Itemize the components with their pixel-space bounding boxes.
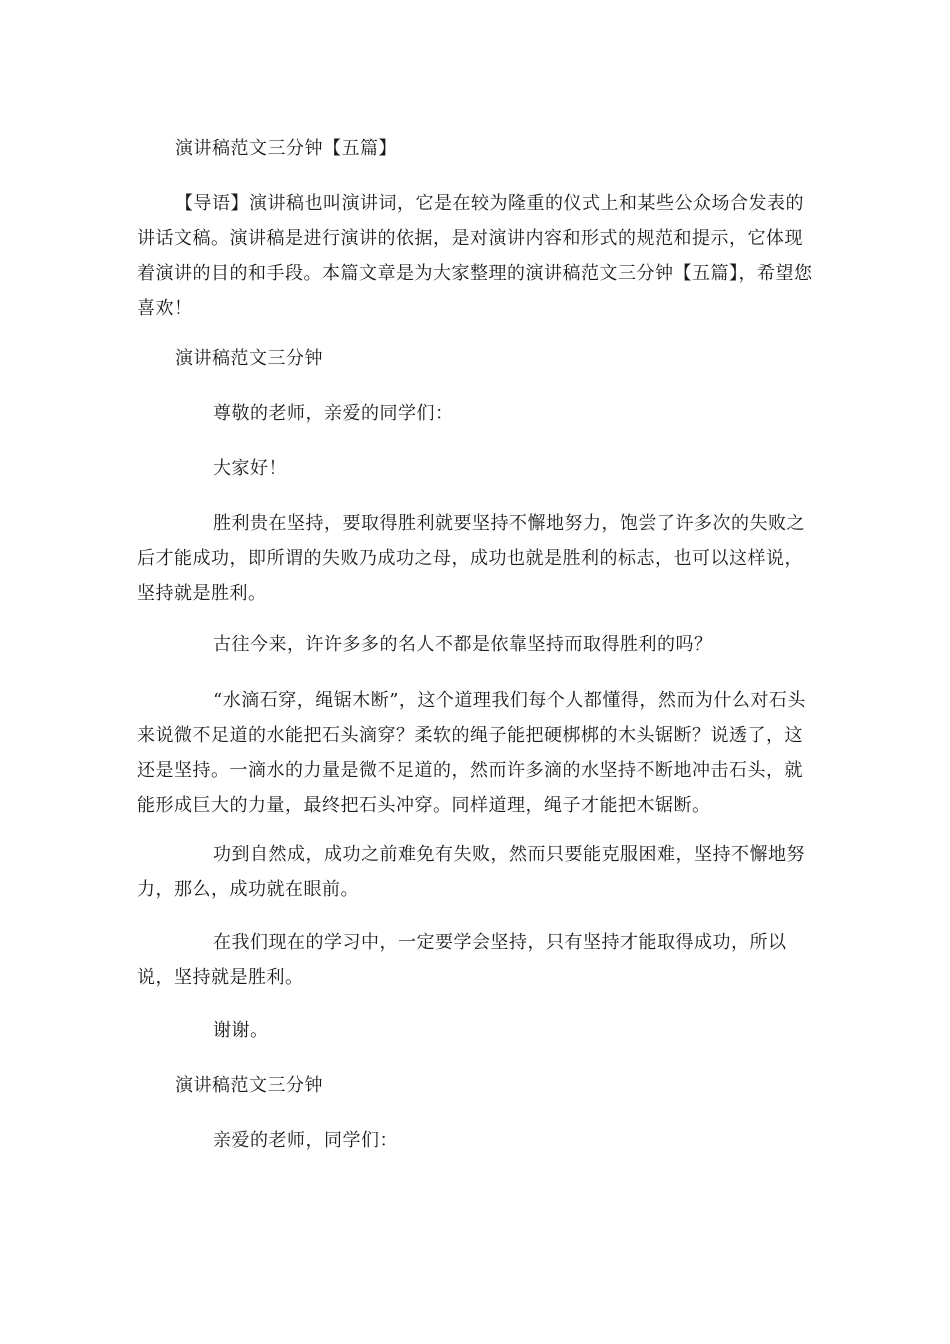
document-title: 演讲稿范文三分钟【五篇】 [175, 138, 397, 159]
section1-paragraph-3: “水滴石穿，绳锯木断”，这个道理我们每个人都懂得，然而为什么对石头来说微不足道的水能把石头滴穿？柔软的绳子能把硬梆梆的木头锯断？说透了，这还是坚持。一滴水的力量是微不足道的，然而许多滴的水坚持不断地冲击石头，就能形成巨大的力量，最终把石头冲穿。同样道理，绳子才能把木锯断。 [137, 690, 806, 816]
section1-paragraph-1: 胜利贵在坚持，要取得胜利就要坚持不懈地努力，饱尝了许多次的失败之后才能成功，即所谓的失败乃成功之母，成功也就是胜利的标志，也可以这样说，坚持就是胜利。 [137, 513, 805, 604]
section1-paragraph-4: 功到自然成，成功之前难免有失败，然而只要能克服困难，坚持不懈地努力，那么，成功就在眼前。 [137, 844, 805, 900]
section1-paragraph-5: 在我们现在的学习中，一定要学会坚持，只有坚持才能取得成功，所以说，坚持就是胜利。 [137, 932, 787, 988]
section1-salutation: 尊敬的老师，亲爱的同学们： [213, 403, 454, 424]
intro-paragraph: 【导语】演讲稿也叫演讲词，它是在较为隆重的仪式上和某些公众场合发表的讲话文稿。演讲稿是进行演讲的依据，是对演讲内容和形式的规范和提示，它体现着演讲的目的和手段。本篇文章是为大家整理的演讲稿范文三分钟【五篇】，希望您喜欢！ [137, 193, 813, 319]
section1-greeting: 大家好！ [213, 458, 287, 479]
section2-salutation: 亲爱的老师，同学们： [213, 1130, 398, 1151]
section2-heading: 演讲稿范文三分钟 [175, 1075, 323, 1096]
section1-paragraph-2: 古往今来，许许多多的名人不都是依靠坚持而取得胜利的吗？ [213, 634, 713, 655]
section1-heading: 演讲稿范文三分钟 [175, 348, 323, 369]
section1-closing: 谢谢。 [213, 1020, 269, 1041]
